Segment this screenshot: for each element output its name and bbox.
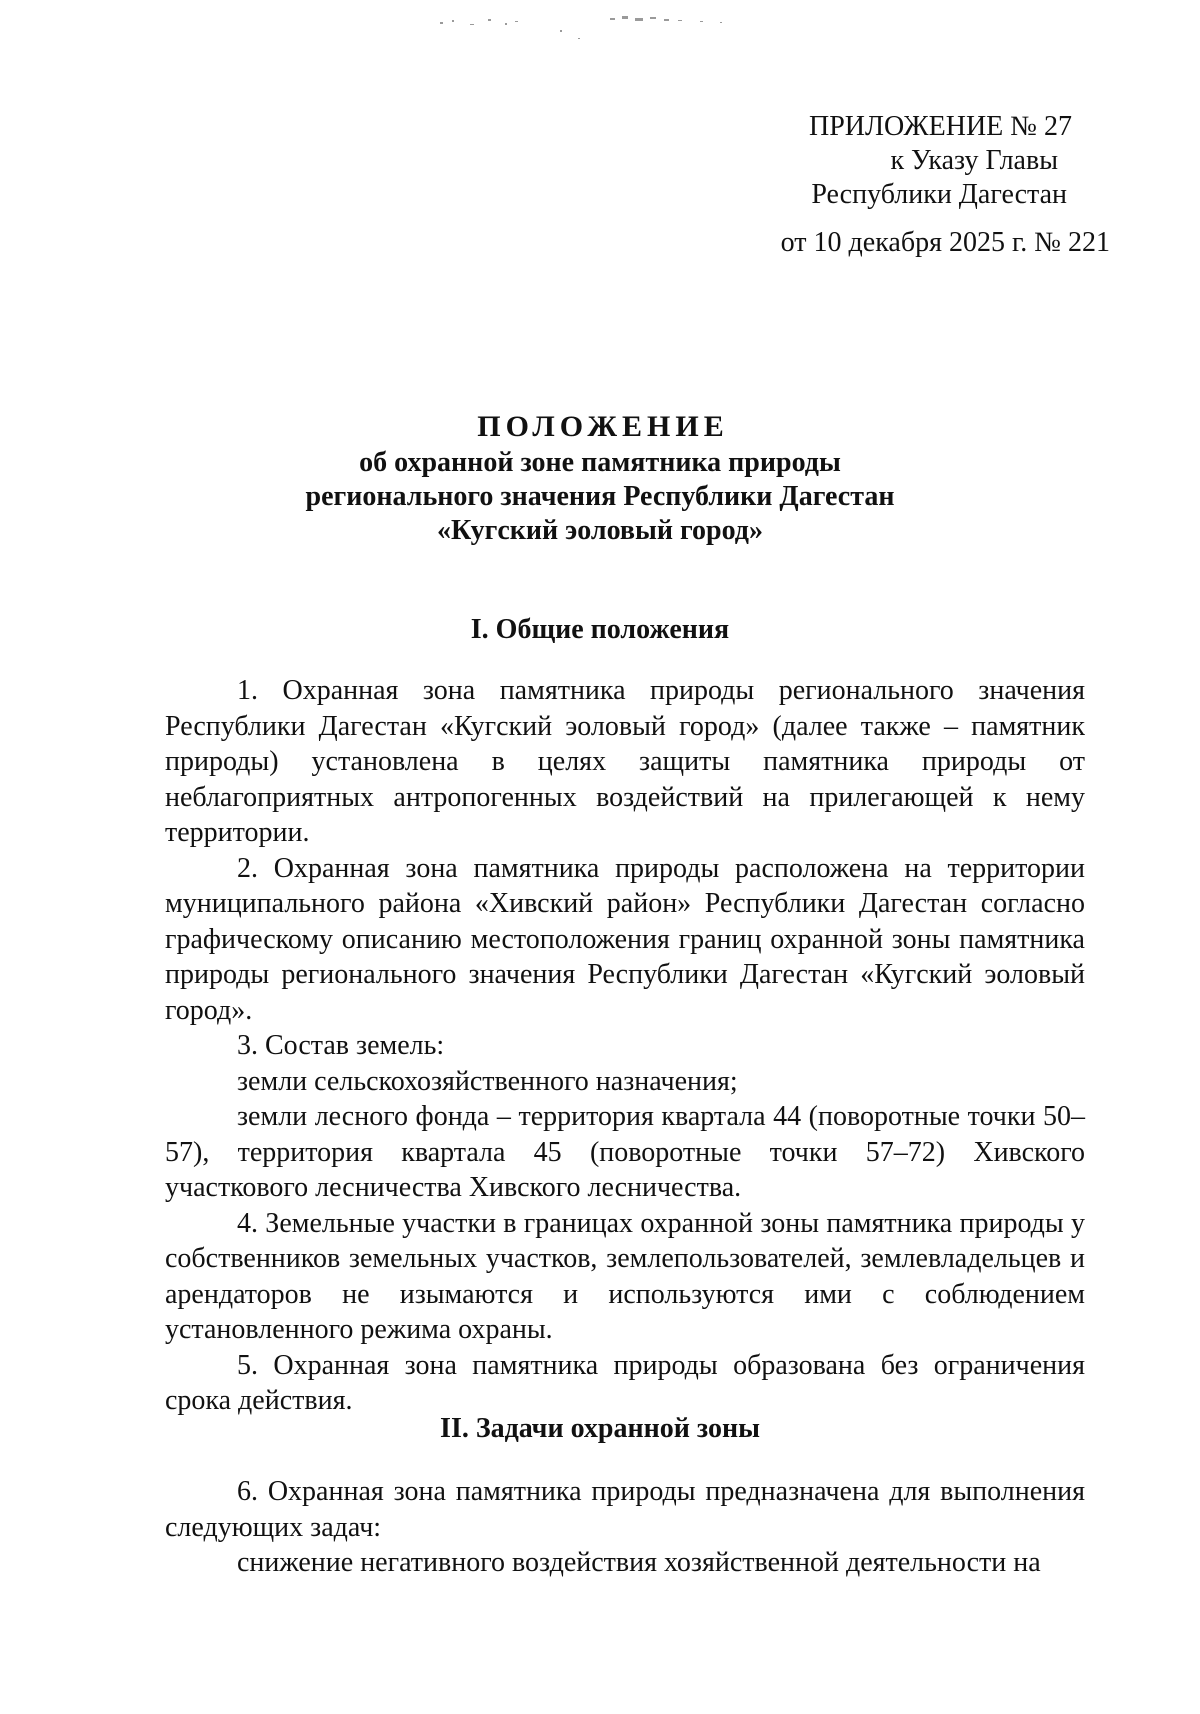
paragraph-3-item-1: земли сельскохозяйственного назначения; [237,1065,738,1097]
paragraph-3: 3. Состав земель: [237,1030,445,1061]
title-line-1: об охранной зоне памятника природы [359,447,841,478]
section-1-heading: I. Общие положения [470,614,730,645]
section-1-body [165,673,1085,1419]
appendix-date-number: от 10 декабря 2025 г. № 221 [780,227,1110,258]
appendix-republic: Республики Дагестан [811,179,1067,210]
appendix-number: ПРИЛОЖЕНИЕ № 27 [809,111,1072,142]
paragraph-3-item-2: земли лесного фонда – территория квартала 44 (поворотные точки 50–57), территория квартала 45 (поворотные точки 57–72) Хивского участкового лесничества Хивского лесничества. [165,1101,1085,1203]
appendix-to-decree: к Указу Главы [890,145,1058,176]
title-line-2: регионального значения Республики Дагестан [305,481,895,512]
section-2-heading: II. Задачи охранной зоны [440,1413,760,1444]
paragraph-2: 2. Охранная зона памятника природы расположена на территории муниципального района «Хивский район» Республики Дагестан согласно графическому описанию местоположения границ охранной зоны памятника природы регионального значения Республики Дагестан «Кугский эоловый город». [165,852,1085,1026]
paragraph-6-item-1: снижение негативного воздействия хозяйственной деятельности на [237,1547,1041,1578]
document-type-title: ПОЛОЖЕНИЕ [477,410,729,443]
paragraph-5: 5. Охранная зона памятника природы образована без ограничения срока действия. [165,1349,1085,1416]
paragraph-6: 6. Охранная зона памятника природы предназначена для выполнения следующих задач: [165,1476,1085,1543]
scan-noise-marks [0,0,1200,60]
appendix-block [700,110,1120,260]
title-line-3: «Кугский эоловый город» [437,515,763,546]
document-title-block [0,410,1200,548]
paragraph-4: 4. Земельные участки в границах охранной зоны памятника природы у собственников земельных участков, землепользователей, землевладельцев и арендаторов не изымаются и используются ими с соблюдением установленного режима охраны. [165,1207,1085,1345]
section-2-body [165,1474,1085,1581]
paragraph-1: 1. Охранная зона памятника природы регионального значения Республики Дагестан «Кугский эоловый город» (далее также – памятник природы) установлена в целях защиты памятника природы от неблагоприятных антропогенных воздействий на прилегающей к нему территории. [165,675,1085,848]
